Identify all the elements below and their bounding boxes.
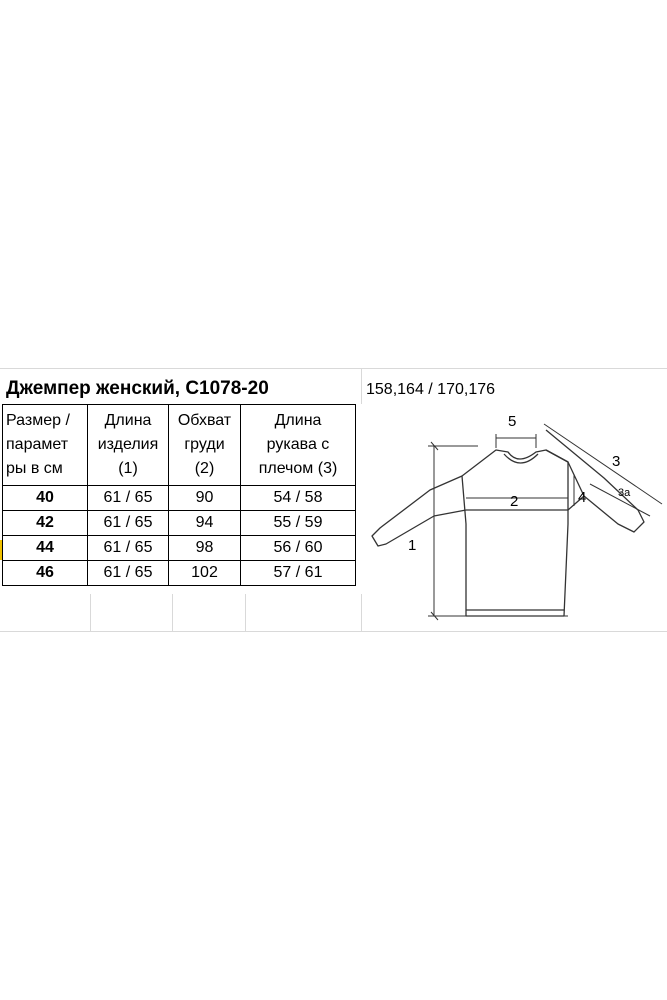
cell-length: 61 / 65 xyxy=(88,486,169,511)
cell-length: 61 / 65 xyxy=(88,536,169,561)
cell-size: 42 xyxy=(3,511,88,536)
label-sleeve: 3 xyxy=(612,453,621,470)
grid-line xyxy=(245,594,246,632)
cell-size: 44 xyxy=(3,536,88,561)
measurement-lines xyxy=(428,424,662,620)
cell-sleeve: 57 / 61 xyxy=(241,561,356,586)
label-cuff: 4 xyxy=(578,489,587,506)
cell-size: 46 xyxy=(3,561,88,586)
table-row xyxy=(3,561,356,586)
grid-line xyxy=(361,368,362,404)
cell-chest: 102 xyxy=(169,561,241,586)
grid-line xyxy=(172,594,173,632)
cell-chest: 90 xyxy=(169,486,241,511)
grid-line xyxy=(0,368,667,369)
measurement-labels xyxy=(408,413,631,554)
label-neck: 5 xyxy=(508,413,517,430)
grid-line xyxy=(90,594,91,632)
product-title: Джемпер женский, С1078-20 xyxy=(6,378,269,399)
cell-size: 40 xyxy=(3,486,88,511)
jumper-measurement-diagram xyxy=(368,406,665,624)
cell-length: 61 / 65 xyxy=(88,561,169,586)
cell-sleeve: 54 / 58 xyxy=(241,486,356,511)
cell-chest: 94 xyxy=(169,511,241,536)
header-size: Размер / парамет ры в см xyxy=(3,405,88,486)
header-sleeve: Длина рукава с плечом (3) xyxy=(241,405,356,486)
jumper-outline xyxy=(372,430,644,616)
header-length: Длина изделия (1) xyxy=(88,405,169,486)
size-table xyxy=(2,404,356,586)
cell-sleeve: 56 / 60 xyxy=(241,536,356,561)
label-length: 1 xyxy=(408,537,417,554)
grid-line xyxy=(361,594,362,632)
grid-line xyxy=(0,631,667,632)
cell-chest: 98 xyxy=(169,536,241,561)
height-range: 158,164 / 170,176 xyxy=(366,381,496,398)
header-chest: Обхват груди (2) xyxy=(169,405,241,486)
table-row xyxy=(3,486,356,511)
cell-length: 61 / 65 xyxy=(88,511,169,536)
table-row xyxy=(3,536,356,561)
label-chest: 2 xyxy=(510,493,519,510)
cell-sleeve: 55 / 59 xyxy=(241,511,356,536)
label-sleeve-alt: 3а xyxy=(618,487,631,499)
table-row xyxy=(3,511,356,536)
header-row xyxy=(3,405,356,486)
